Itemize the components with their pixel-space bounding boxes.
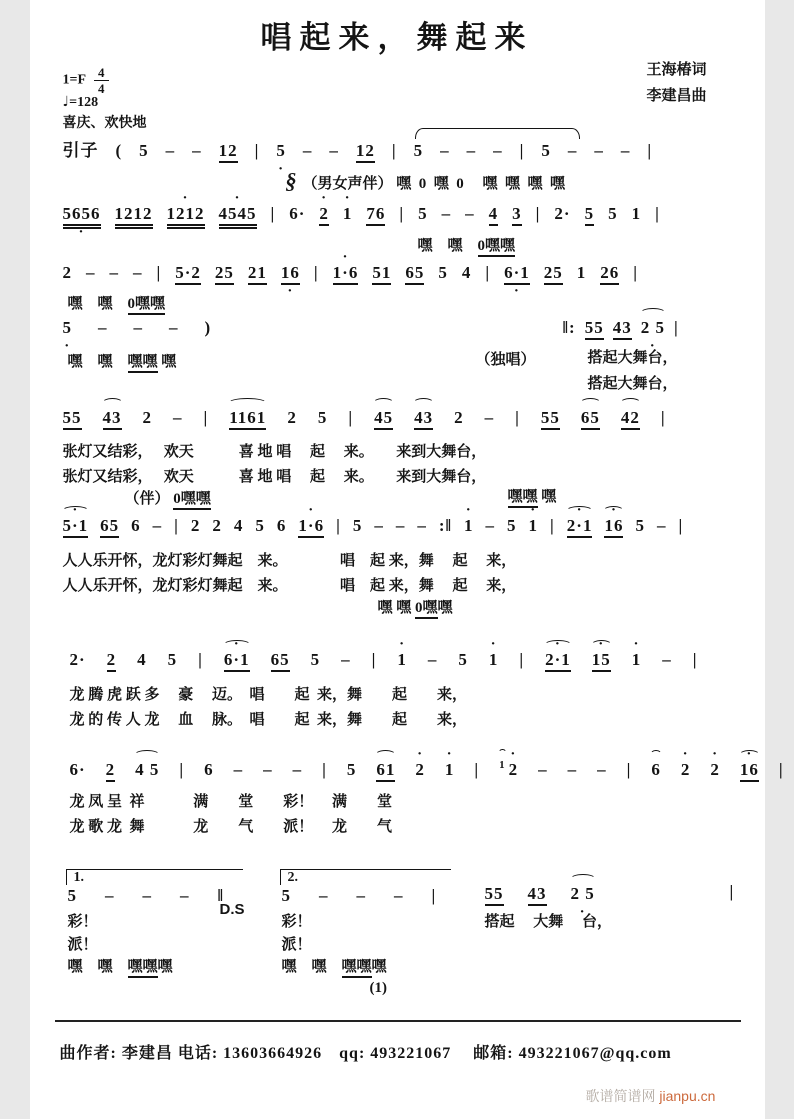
vocal-cue-line [286,168,566,194]
score-token: 嘿 [157,959,173,975]
score-token: 5 [507,516,517,535]
music-line-4-left [63,318,238,338]
score-token: | [633,263,639,282]
score-token: | [673,318,679,337]
score-token: 2·1 · [567,516,593,538]
volta-1-label: 1. [73,870,84,885]
score-token: 55 [485,884,504,906]
final-barline [730,882,747,902]
score-token: – [169,318,179,337]
score-token: 2 · [319,204,329,226]
volta-2-bracket [280,869,451,885]
key-label: 1=F [62,72,87,88]
score-token: 5 [317,408,328,427]
footer-contact: 曲作者: 李建昌 电话: 13603664926 qq: 493221067 邮箱: 493221067@qq.com [59,1045,672,1062]
lyric-8a [70,790,393,811]
score-token: （伴） [124,491,174,507]
score-token: 4 [461,263,472,282]
score-token: 5656 · [63,204,101,229]
lyric-7a [70,683,468,704]
coda-music [485,884,619,906]
score-token: 1 · [632,650,642,670]
score-token: | [254,141,260,160]
music-line-7 [70,650,719,672]
watermark-site-url: jianpu.cn [659,1088,716,1104]
score-token: 12 [356,141,375,163]
score-token: 龙 腾 虎 跃 多 豪 迈。 唱 起 来，舞 起 来， [69,687,468,703]
score-token: 16 · [604,516,623,538]
score-token: 1 · [445,760,455,780]
score-token: | [474,760,480,779]
score-token: | [203,408,209,427]
score-token: 42 [621,408,640,430]
score-token: | [371,650,377,669]
score-token: 派！ [67,937,98,953]
score-token: | [322,760,327,779]
mood-marking: 喜庆、欢快地 [62,116,147,131]
score-token: 5 [352,516,363,535]
ending-2-music [282,886,465,906]
score-token: 43 [528,884,547,906]
accomp-cue-5 [125,487,211,510]
score-token: | [156,263,162,282]
score-token: – [356,886,366,905]
score-token: – [597,760,607,779]
watermark-site-name: 歌谱简谱网 [585,1088,660,1104]
score-token: | [678,516,684,535]
score-token: 0嘿 [415,596,438,619]
score-token: 5 · [63,318,73,338]
score-token: 1212 · [167,204,205,229]
tempo-marking: ♩=128 [62,94,99,110]
score-token: 5 · [276,141,286,161]
score-token: 龙 凤 呈 祥 满 堂 彩！ 满 堂 [69,794,393,810]
score-token: | [515,408,520,427]
score-token: 龙 歌 龙 舞 龙 气 派！ 龙 气 [69,819,393,835]
score-token: – [374,516,384,535]
score-token: 嘿 嘿 [67,296,128,312]
score-token: | [348,408,354,427]
score-token: 张灯又结彩， 欢天 喜 地 唱 起 来。 来到大舞台， [62,469,487,485]
score-token: 12 [219,141,238,163]
score-token: 人人乐开怀，龙灯彩灯舞起 来。 唱 起 来，舞 起 来， [62,578,517,594]
score-token: 5 [255,516,265,535]
score-token: 5 [585,204,595,226]
music-line-1 [63,136,670,163]
score-token: 2 [190,516,201,535]
score-token: 嘿 嘿 [377,600,416,616]
score-token: – [165,141,176,160]
lyric-8b [70,815,393,836]
score-token: 2 · [710,760,720,780]
score-token: 5 [139,141,149,160]
score-token: 6 [204,760,214,779]
score-token: – [302,141,313,160]
lyric-6b [63,574,517,595]
score-token: 43 [414,408,433,430]
coda-lyric [485,910,613,931]
score-token: – [441,204,452,223]
score-token: 1161 [229,408,266,430]
lyric-5b [63,465,487,486]
quarter-note-icon: ♩ [62,94,70,110]
score-token: – [620,141,631,160]
score-token: 嘿 [437,600,453,616]
score-token: 76 [366,204,385,226]
score-token: 5·1 · [63,516,89,538]
ending-2-harmony [282,955,387,978]
score-token: | [535,204,541,223]
score-token: 3 [512,204,522,226]
score-token: 43 [103,408,122,430]
score-token: 4545 · [219,204,257,229]
dal-segno-mark: D.S [219,901,245,918]
music-line-5 [63,408,687,430]
lyric-5a [63,440,487,461]
score-token: 嘿嘿 [508,485,538,508]
ending-2-lyric-a [282,910,312,931]
score-token: 21 [248,263,267,285]
score-token: 43 [613,318,632,340]
score-token: – [263,760,273,779]
music-line-8 [70,760,794,782]
score-token: § [285,168,297,193]
score-token: 6 [651,760,661,779]
key-signature [63,66,109,95]
score-token: | [336,516,341,535]
score-token: – [329,141,339,160]
score-token: | [485,263,491,282]
score-token: | [399,204,405,223]
score-token: ‖ [217,886,225,905]
score-token: 1 [499,759,506,771]
score-token: 6· [69,760,86,779]
score-token: 派！ [281,937,312,953]
score-token: | [692,650,698,669]
score-token: 25 [544,263,563,285]
score-token: 4 5 [135,760,160,779]
score-token: – [567,760,578,779]
score-token: | [174,516,179,535]
score-token: 2 [287,408,297,427]
score-token: – [567,141,578,160]
score-token: – [173,408,183,427]
score-token: 嘿 嘿 [67,354,128,370]
ending-1-harmony [68,955,173,978]
lyric-7b [70,708,468,729]
score-token: 0嘿嘿 [173,487,211,510]
score-token: (1) [369,980,387,996]
score-token: | [198,650,203,669]
score-token: 5 [438,263,448,282]
score-token: 1 [631,204,642,223]
score-token: 5 [413,141,424,160]
score-token: – [427,650,438,669]
score-token: – [465,204,475,223]
score-token: 5 [346,760,357,779]
score-token: 2 [106,760,116,782]
score-token: – [105,886,115,905]
score-token: 26 [600,263,619,285]
score-token: 55 [585,318,604,340]
score-token: 65 [581,408,600,430]
score-token: 6 [276,516,287,535]
score-token: 嘿 [157,354,177,370]
score-token: 65 [271,650,290,672]
score-token: | [391,141,397,160]
score-token: 嘿 0 嘿 0 嘿 嘿 嘿 嘿 [396,176,566,192]
score-token: 彩！ [67,914,98,930]
score-token: 5 [281,886,291,905]
score-token: 15 · [592,650,611,672]
score-token: – [98,318,108,337]
score-token: 2· [554,204,571,223]
score-token: – [594,141,604,160]
score-token: 1 · [529,516,539,536]
score-token: | [519,141,525,160]
score-token: 1 · [464,516,474,536]
score-token: | [270,204,276,223]
score-token: 嘿 嘿 [281,959,342,975]
score-token: 2 5 · [641,318,665,338]
score-token: | [431,886,437,905]
solo-cue [476,348,536,369]
score-token: 61 [376,760,395,782]
score-token: 2 · [681,760,691,780]
score-token: 0嘿嘿 [478,234,516,257]
volta-1-bracket [66,869,243,885]
solo-lyric-4b [588,372,678,393]
score-token: 1 [576,263,587,282]
score-token: – [152,516,163,535]
score-token: 16 · [740,760,759,782]
score-token: 6·1 · [224,650,250,672]
score-token: – [440,141,450,160]
score-token: 彩！ [281,914,312,930]
score-token: 5 [67,886,77,905]
sheet-music-page [30,0,784,1119]
score-token: – [662,650,672,669]
score-token: – [493,141,503,160]
score-token: 1 · [489,650,499,670]
score-token: 5 [167,650,178,669]
score-token: – [180,886,190,905]
score-token: 25 [215,263,234,285]
score-token: 6· [289,204,306,223]
score-token: | [550,516,555,535]
score-token: | [519,650,525,669]
music-line-4-right [563,318,688,340]
score-token: 1 · [397,650,407,670]
score-token: 5 [418,204,428,223]
score-token: （男女声伴） [302,176,397,192]
score-token: 5·2 [175,263,201,285]
ending-1-lyric-a [68,910,98,931]
score-token: | [647,141,653,160]
score-token: 引子 [62,141,99,160]
song-title: 唱起来，舞起来 [260,20,534,55]
score-token: | [179,760,185,779]
score-token: 嘿嘿 [342,955,372,978]
score-token: – [466,141,477,160]
score-token: – [233,760,244,779]
score-token: – [485,516,496,535]
music-line-2 [63,204,674,229]
score-token: – [142,886,152,905]
score-token: | [778,760,784,779]
volta-2-label: 2. [287,870,298,885]
harmony-lyric-4 [68,350,177,373]
score-token: 5 [635,516,645,535]
watermark [586,1086,716,1106]
score-token: 5 [608,204,618,223]
score-token: 嘿 嘿 [67,959,128,975]
score-token: 16 · [281,263,300,285]
score-token: ( [115,141,123,160]
lyricist-credit: 王海椿词 [646,62,707,78]
score-token: 嘿嘿 [128,955,158,978]
score-token: 4 [233,516,244,535]
score-token: – [538,760,548,779]
harmony-lyric-2 [418,234,516,257]
harmony-lyric-6 [378,596,453,619]
score-token: 1 · [343,204,353,224]
score-token: 55 [541,408,560,430]
score-token: 嘿 [371,959,387,975]
ending-1-lyric-b [68,933,98,954]
composer-credit: 李建昌曲 [646,88,707,104]
score-token: ) [204,318,212,337]
score-token: 6·1 · [504,263,530,285]
score-token: 4 [489,204,499,226]
score-token: 人人乐开怀，龙灯彩灯舞起 来。 唱 起 来，舞 起 来， [62,553,517,569]
score-token: 45 [374,408,393,430]
score-token: （独唱） [475,352,536,368]
music-line-3 [63,263,653,285]
score-token: 65 [100,516,119,538]
score-token: – [292,760,303,779]
score-token: 张灯又结彩， 欢天 喜 地 唱 起 来。 来到大舞台， [62,444,487,460]
score-token: 4 [137,650,147,669]
score-token: – [484,408,495,427]
score-token: 55 [63,408,82,430]
lyric-6a [63,549,517,570]
score-token: 2 [454,408,464,427]
score-token: 嘿 [537,489,557,505]
score-token: – [395,516,406,535]
harmony-lyric-3 [68,292,166,315]
score-token: 搭起大舞台， [587,376,678,392]
score-token: 搭起 大舞 台， [484,914,613,930]
score-token: | [655,204,660,223]
score-token: 51 [372,263,391,285]
score-token: 5 [541,141,551,160]
score-token: 嘿 嘿 [417,238,478,254]
score-token: 1·6 · [333,263,359,285]
score-token: | [660,408,666,427]
score-token: ‖: [562,318,576,337]
music-line-6 [63,516,696,538]
score-token: – [133,318,143,337]
score-token: :‖ [438,516,453,535]
score-token: – [86,263,96,282]
score-token: 嘿嘿 [128,350,158,373]
ending-2-lyric-b [282,933,312,954]
score-token: 65 [405,263,424,285]
score-token: 龙 的 传 人 龙 血 脉。 唱 起 来，舞 起 来， [69,712,468,728]
score-token: 5 [310,650,321,669]
score-token: 0嘿嘿 [128,292,166,315]
score-token: 2· [69,650,86,669]
score-token: 2 [62,263,72,282]
score-token: 2 5 · [571,884,595,904]
score-token: – [133,263,143,282]
score-token: – [394,886,404,905]
score-token: 1212 [115,204,153,229]
score-token: 2 [142,408,152,427]
score-token: 2·1 · [545,650,571,672]
page-number [370,980,388,997]
score-token: 搭起大舞台， [587,350,678,366]
solo-lyric-4a [588,346,678,367]
score-token: – [341,650,351,669]
score-token: – [319,886,329,905]
footer-divider [55,1020,741,1022]
score-token: 2 [107,650,117,672]
time-signature: $\frac{4}{4}$ [94,66,109,95]
score-token: – [192,141,202,160]
score-token: – [109,263,119,282]
score-token: 2 · [415,760,425,780]
score-token: 5 [458,650,468,669]
score-token: | [729,882,735,901]
score-token: 1·6 · [298,516,324,538]
score-token: | [313,263,319,282]
score-token: 2 [212,516,222,535]
score-token: – [656,516,667,535]
score-token: 6 [131,516,141,535]
score-token: – [417,516,427,535]
score-token: | [626,760,632,779]
score-token: 2 · [509,760,519,780]
